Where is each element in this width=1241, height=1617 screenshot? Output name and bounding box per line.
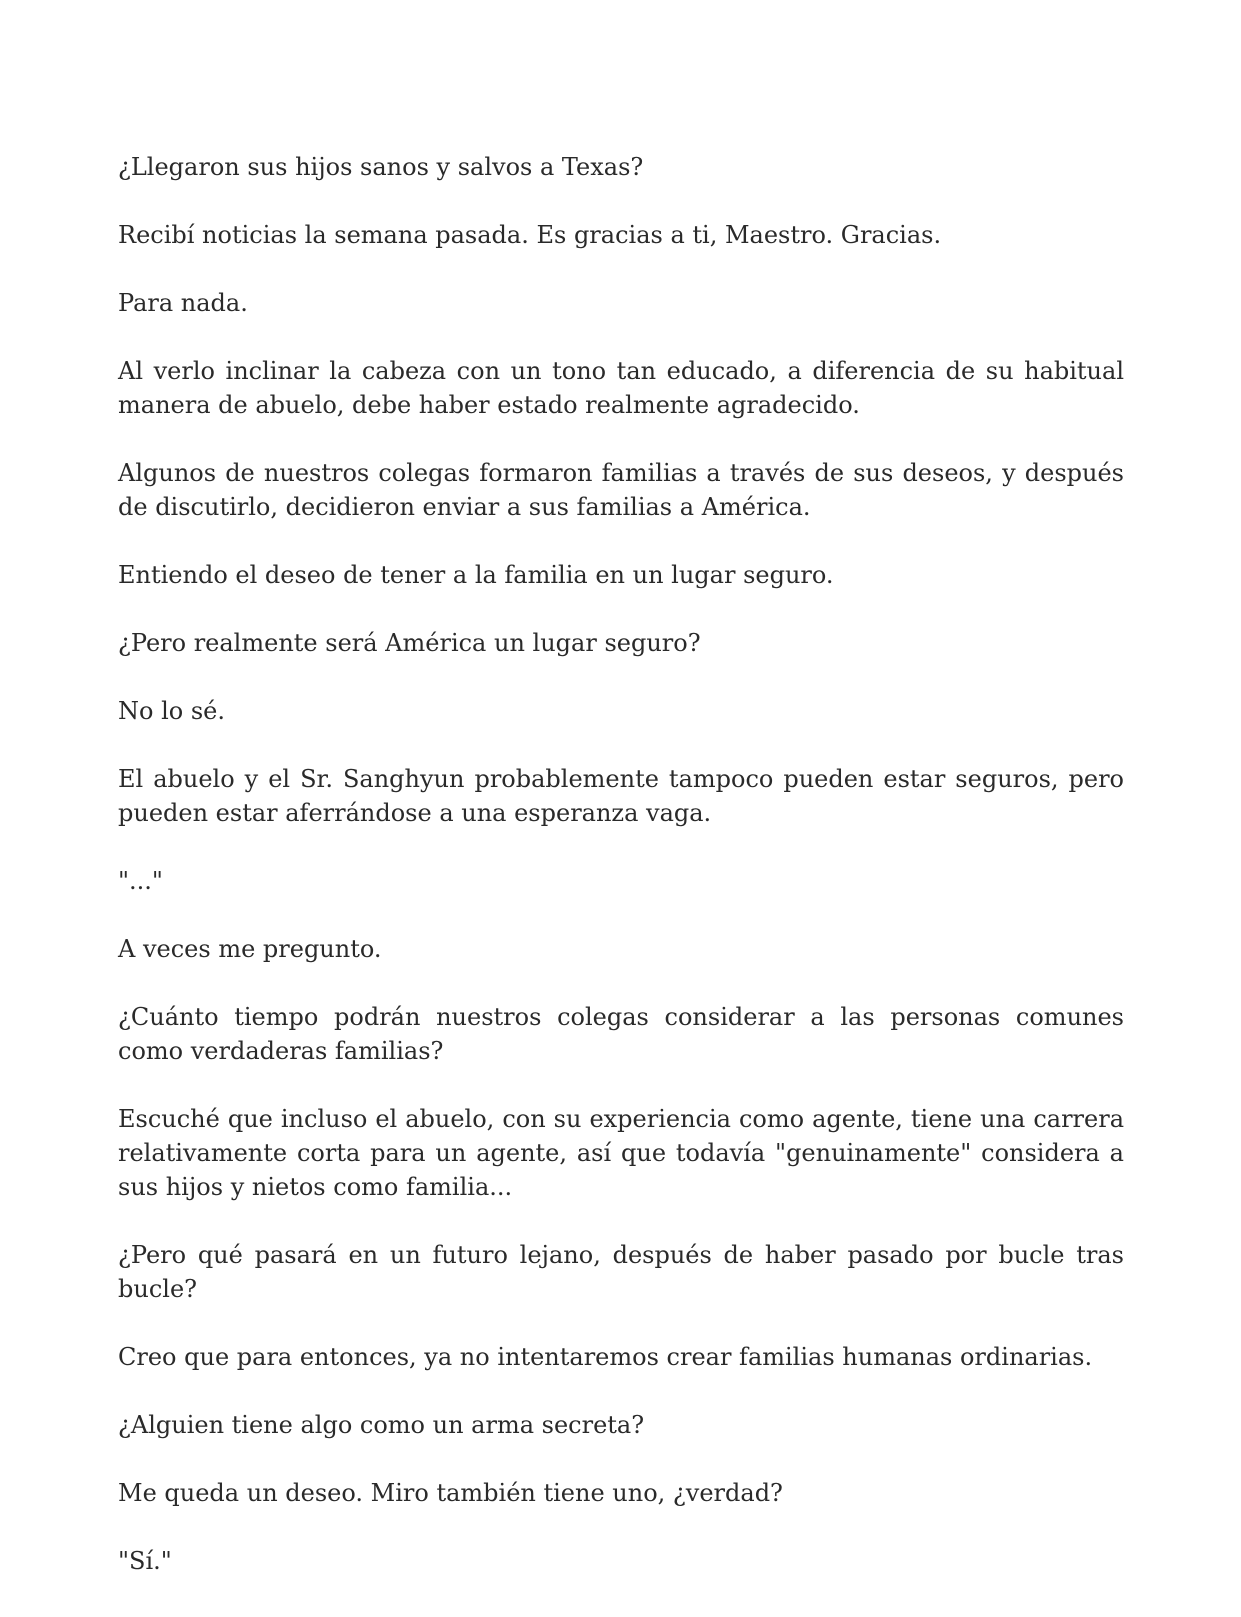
paragraph: ¿Pero realmente será América un lugar seguro? [118,629,701,657]
body-text [118,150,1124,1612]
paragraph: A veces me pregunto. [118,935,382,963]
paragraph: "..." [118,867,163,895]
paragraph: "Sí." [118,1547,172,1575]
paragraph: ¿Cuánto tiempo podrán nuestros colegas considerar a las personas comunes como verdaderas familias? [118,1003,1124,1065]
paragraph: ¿Pero qué pasará en un futuro lejano, después de haber pasado por bucle tras bucle? [118,1241,1124,1303]
paragraph: No lo sé. [118,697,225,725]
paragraph: Algunos de nuestros colegas formaron familias a través de sus deseos, y después de discutirlo, decidieron enviar a sus familias a América. [118,459,1124,521]
paragraph: ¿Alguien tiene algo como un arma secreta? [118,1411,645,1439]
paragraph: Escuché que incluso el abuelo, con su experiencia como agente, tiene una carrera relativamente corta para un agente, así que todavía "genuinamente" considera a sus hijos y nietos como familia... [118,1105,1124,1201]
paragraph: Me queda un deseo. Miro también tiene uno, ¿verdad? [118,1479,783,1507]
paragraph: El abuelo y el Sr. Sanghyun probablemente tampoco pueden estar seguros, pero pueden estar aferrándose a una esperanza vaga. [118,765,1124,827]
paragraph: ¿Llegaron sus hijos sanos y salvos a Texas? [118,153,644,181]
paragraph: Creo que para entonces, ya no intentaremos crear familias humanas ordinarias. [118,1343,1093,1371]
paragraph: Recibí noticias la semana pasada. Es gracias a ti, Maestro. Gracias. [118,221,942,249]
paragraph: Para nada. [118,289,248,317]
paragraph: Entiendo el deseo de tener a la familia en un lugar seguro. [118,561,834,589]
paragraph: Al verlo inclinar la cabeza con un tono tan educado, a diferencia de su habitual manera de abuelo, debe haber estado realmente agradecido. [118,357,1124,419]
